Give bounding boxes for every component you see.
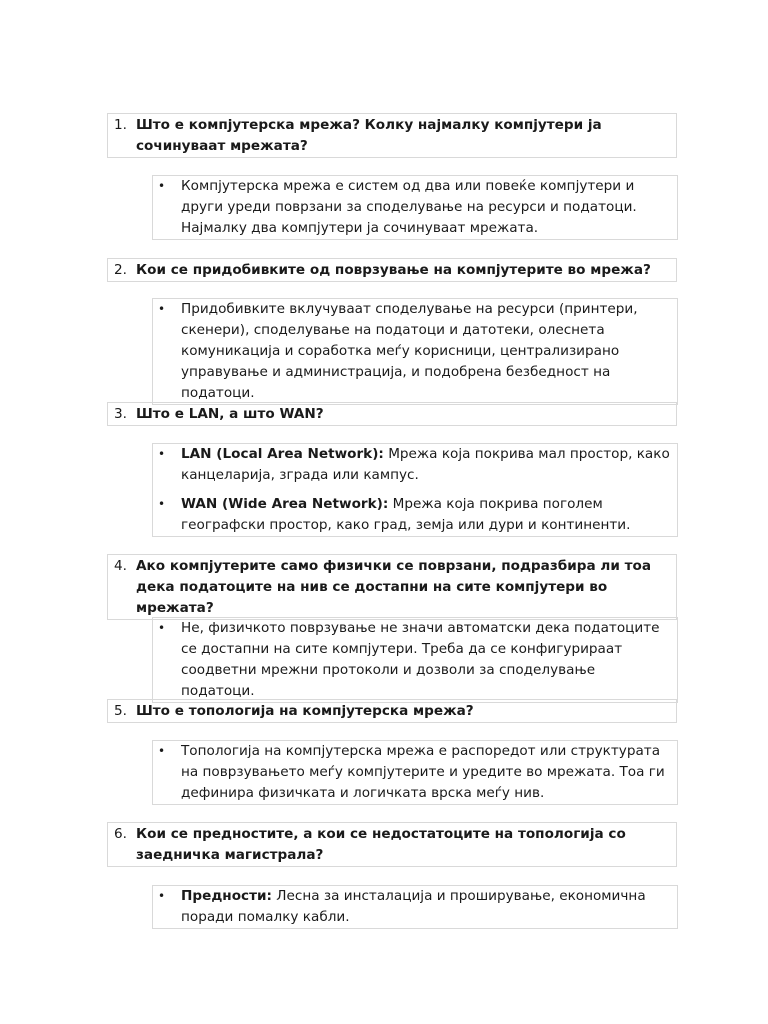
answer-text: Компјутерска мрежа е систем од два или повеќе компјутери и други уреди поврзани за споделување на ресурси и податоци. Најмалку два компјутери ја сочинуваат мрежата. xyxy=(181,178,637,236)
bullet-icon: • xyxy=(158,302,166,316)
answer-text: Мрежа која покрива мал простор, како канцеларија, зграда или кампус. xyxy=(181,446,670,483)
bullet-icon: • xyxy=(158,497,166,511)
question-number: 3. xyxy=(114,406,127,422)
bullet-icon: • xyxy=(158,179,166,193)
question-4 xyxy=(107,554,677,620)
question-3 xyxy=(107,402,677,426)
list-item xyxy=(153,444,671,486)
question-6 xyxy=(107,822,677,867)
answer-3 xyxy=(152,443,678,537)
answer-4 xyxy=(152,617,678,703)
question-text: Што е топологија на компјутерска мрежа? xyxy=(136,703,474,719)
answer-6 xyxy=(152,885,678,929)
question-1 xyxy=(107,113,677,158)
question-number: 1. xyxy=(114,117,127,133)
question-5 xyxy=(107,699,677,723)
question-2 xyxy=(107,258,677,282)
question-number: 4. xyxy=(114,558,127,574)
list-item xyxy=(153,741,671,804)
list-item xyxy=(153,886,671,928)
answer-2 xyxy=(152,298,678,405)
question-text: Кои се придобивките од поврзување на компјутерите во мрежа? xyxy=(136,262,651,278)
answer-term: Предности: xyxy=(181,888,272,904)
question-text: Кои се предностите, а кои се недостатоците на топологија со заедничка магистрала? xyxy=(136,826,626,863)
question-text: Што е компјутерска мрежа? Колку најмалку компјутери ја сочинуваат мрежата? xyxy=(136,117,602,154)
answer-1 xyxy=(152,175,678,240)
bullet-icon: • xyxy=(158,889,166,903)
list-item xyxy=(153,494,671,536)
answer-text: Не, физичкото поврзување не значи автоматски дека податоците се достапни на сите компјутери. Треба да се конфигурираат соодветни мрежни протоколи и дозволи за споделување податоци. xyxy=(181,620,660,699)
question-text: Ако компјутерите само физички се поврзани, подразбира ли тоа дека податоците на нив се достапни на сите компјутери во мрежата? xyxy=(136,558,651,616)
bullet-icon: • xyxy=(158,447,166,461)
answer-term: WAN (Wide Area Network): xyxy=(181,496,389,512)
list-item xyxy=(153,618,671,702)
list-item xyxy=(153,176,671,239)
answer-term: LAN (Local Area Network): xyxy=(181,446,384,462)
answer-text: Мрежа која покрива поголем географски простор, како град, земја или дури и континенти. xyxy=(181,496,631,533)
question-number: 5. xyxy=(114,703,127,719)
bullet-icon: • xyxy=(158,621,166,635)
question-number: 2. xyxy=(114,262,127,278)
answer-text: Лесна за инсталација и проширување, економична поради помалку кабли. xyxy=(181,888,646,925)
question-number: 6. xyxy=(114,826,127,842)
answer-5 xyxy=(152,740,678,805)
question-text: Што е LAN, а што WAN? xyxy=(136,406,324,422)
bullet-icon: • xyxy=(158,744,166,758)
list-item xyxy=(153,299,671,404)
answer-text: Придобивките вклучуваат споделување на ресурси (принтери, скенери), споделување на податоци и датотеки, олеснета комуникација и соработка меѓу корисници, централизирано управување и администрација, и подобрена безбедност на податоци. xyxy=(181,301,638,401)
answer-text: Топологија на компјутерска мрежа е распоредот или структурата на поврзувањето меѓу компјутерите и уредите во мрежата. Тоа ги дефинира физичката и логичката врска меѓу нив. xyxy=(181,743,665,801)
